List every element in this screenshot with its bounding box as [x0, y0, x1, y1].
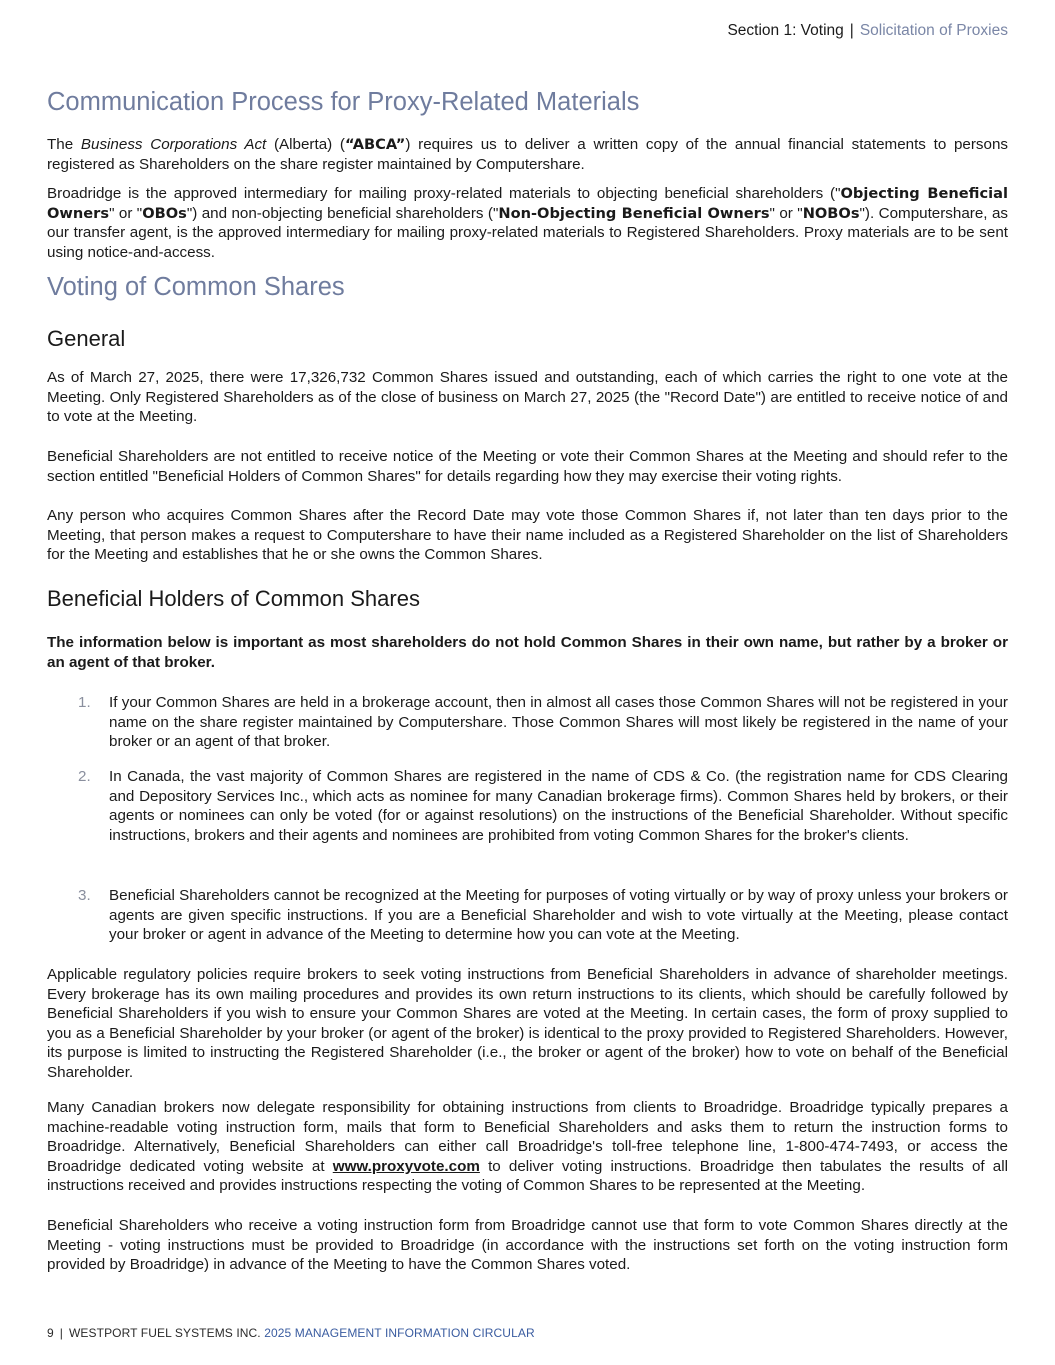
running-header: [727, 22, 1008, 40]
list-number: 3.: [78, 887, 91, 904]
list-number: 2.: [78, 768, 91, 785]
paragraph-record-date: Any person who acquires Common Shares after the Record Date may vote those Common Shares if, not later than ten days prior to the Meeting, that person makes a request to Computershare to have their name included as a Registered Shareholder on the list of Shareholders for the Meeting and establishes that he or she owns the Common Shares.: [47, 507, 1008, 564]
list-item: [47, 886, 1008, 945]
heading-beneficial-holders: Beneficial Holders of Common Shares: [47, 586, 420, 611]
paragraph-important-info: The information below is important as most shareholders do not hold Common Shares in their own name, but rather by a broker or an agent of that broker.: [47, 634, 1008, 671]
heading-general: General: [47, 326, 126, 351]
paragraph-abca: The Business Corporations Act (Alberta) (“ABCA”) requires us to deliver a written copy of the annual financial statements to persons registered as Shareholders on the share register maintained by Computershare.: [47, 136, 1009, 173]
paragraph-voting-instruction-form: Beneficial Shareholders who receive a voting instruction form from Broadridge cannot use that form to vote Common Shares directly at the Meeting - voting instructions must be provided to Broadridge (in accordance with the instructions set forth on the voting instruction form provided by Broadridge) in advance of the Meeting to have the Common Shares voted.: [47, 1217, 1008, 1274]
header-section: Section 1: Voting: [727, 22, 844, 39]
paragraph-beneficial-notice: Beneficial Shareholders are not entitled to receive notice of the Meeting or vote their Common Shares at the Meeting and should refer to the section entitled "Beneficial Holders of Common Shares" for details regarding how they may exercise their voting rights.: [47, 448, 1008, 485]
term-obos: OBOs: [142, 204, 187, 222]
header-separator: |: [849, 22, 854, 39]
abca-term: “ABCA”: [344, 136, 406, 153]
page-footer: [47, 1326, 535, 1340]
proxyvote-link[interactable]: www.proxyvote.com: [332, 1157, 480, 1175]
list-item: [47, 693, 1008, 752]
list-text: In Canada, the vast majority of Common Shares are registered in the name of CDS & Co. (the registration name for CDS Clearing and Depository Services Inc., which acts as nominee for many Canadian brokerage firms). Common Shares held by brokers, or their agents or nominees can only be voted (for or against resolutions) on the instructions of the Beneficial Shareholder. Without specific instructions, brokers and their agents and nominees are prohibited from voting Common Shares for the broker's clients.: [109, 768, 1008, 844]
act-name: Business Corporations Act: [80, 136, 267, 153]
term-nobos: NOBOs: [802, 204, 860, 222]
footer-separator: |: [59, 1326, 63, 1340]
paragraph-broadridge-delegation: Many Canadian brokers now delegate responsibility for obtaining instructions from clients to Broadridge. Broadridge typically prepares a machine-readable voting instruction form, mails that form to Beneficial Shareholders and asks them to return the instruction forms to Broadridge. Alternatively, Beneficial Shareholders can either call Broadridge's toll-free telephone line, 1-800-474-7493, or access the Broadridge dedicated voting website at www.proxyvote.com to deliver voting instructions. Broadridge then tabulates the results of all instructions received and provides instructions respecting the voting of Common Shares to be represented at the Meeting.: [47, 1099, 1009, 1195]
list-text: If your Common Shares are held in a brokerage account, then in almost all cases those Common Shares will not be registered in your name on the share register maintained by Computershare. Those Common Shares will most likely be registered in the name of your broker or an agent of that broker.: [109, 694, 1008, 751]
paragraph-regulatory-policies: Applicable regulatory policies require brokers to seek voting instructions from Beneficial Shareholders in advance of shareholder meetings. Every brokerage has its own mailing procedures and provides its own return instructions to its clients, which should be carefully followed by Beneficial Shareholders if you wish to ensure your Common Shares are voted at the Meeting. In certain cases, the form of proxy supplied to you as a Beneficial Shareholder by your broker (or agent of the broker) is identical to the proxy provided to Registered Shareholders. However, its purpose is limited to instructing the Registered Shareholder (i.e., the broker or agent of the broker) how to vote on behalf of the Beneficial Shareholder.: [47, 966, 1008, 1081]
list-text: Beneficial Shareholders cannot be recognized at the Meeting for purposes of voting virtually or by way of proxy unless your brokers or agents are given specific instructions. If you are a Beneficial Shareholder and wish to vote virtually at the Meeting, please contact your broker or agent in advance of the Meeting to determine how you can vote at the Meeting.: [109, 887, 1008, 944]
footer-company: WESTPORT FUEL SYSTEMS INC.: [69, 1326, 261, 1340]
paragraph-broadridge-intermediary: Broadridge is the approved intermediary for mailing proxy-related materials to objecting beneficial shareholders ("Objecting Beneficial Owners" or "OBOs") and non-objecting beneficial shareholders ("Non-Objecting Beneficial Owners" or "NOBOs"). Computershare, as our transfer agent, is the approved intermediary for mailing proxy-related materials to Registered Shareholders. Proxy materials are to be sent using notice-and-access.: [47, 185, 1008, 261]
header-subsection: Solicitation of Proxies: [859, 22, 1008, 39]
heading-communication-process: Communication Process for Proxy-Related Materials: [47, 88, 640, 116]
list-number: 1.: [78, 694, 91, 711]
paragraph-shares-outstanding: As of March 27, 2025, there were 17,326,732 Common Shares issued and outstanding, each of which carries the right to one vote at the Meeting. Only Registered Shareholders as of the close of business on March 27, 2025 (the "Record Date") are entitled to receive notice of and to vote at the Meeting.: [47, 369, 1008, 426]
heading-voting-common-shares: Voting of Common Shares: [47, 273, 345, 301]
page-number: 9: [47, 1326, 54, 1340]
footer-document-title: 2025 MANAGEMENT INFORMATION CIRCULAR: [264, 1326, 535, 1340]
list-item: [47, 767, 1008, 845]
term-nobo: Non-Objecting Beneficial Owners: [498, 204, 770, 222]
term-obo: Objecting Beneficial Owners: [47, 185, 1008, 222]
